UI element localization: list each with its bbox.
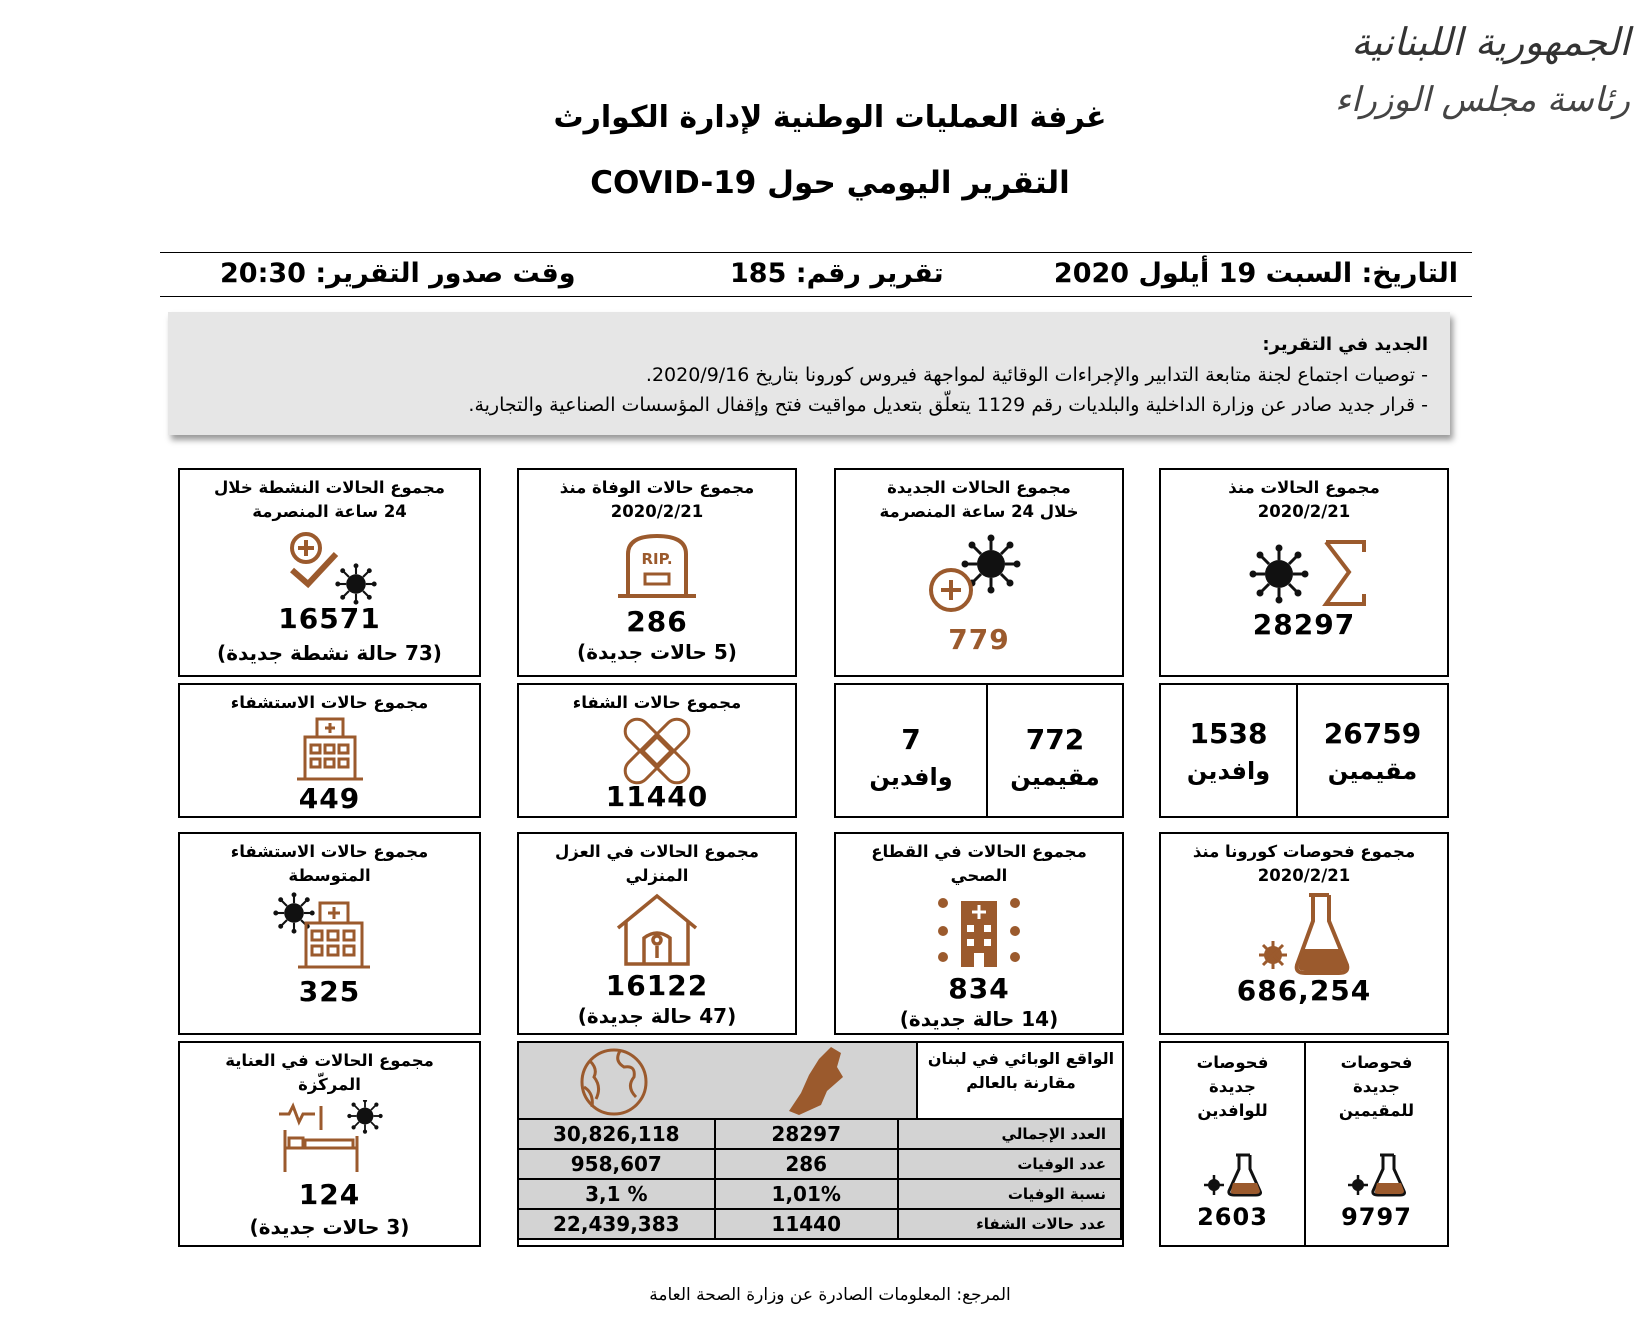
arrivals-value: 7 (901, 723, 921, 756)
arrivals-label: وافدين (1186, 757, 1271, 785)
page-title: غرفة العمليات الوطنية لإدارة الكوارث (553, 100, 1107, 135)
card-label: مجموع الحالات النشطة خلال (213, 478, 446, 497)
divider (1296, 685, 1298, 816)
card-total-split (1159, 683, 1449, 818)
card-subtext: (47 حالة جديدة) (577, 1004, 737, 1028)
card-value: 779 (948, 623, 1010, 656)
virus-sum-icon (1234, 532, 1374, 612)
tombstone-icon (612, 530, 702, 602)
card-label: مجموع الحالات الجديدة (887, 478, 1071, 497)
card-value: 2603 (1197, 1203, 1268, 1231)
report-time: وقت صدور التقرير: 20:30 (220, 258, 576, 289)
world-value: 3,1 % (518, 1179, 715, 1209)
residents-label: مقيمين (1327, 757, 1418, 785)
home-isolation-icon (612, 892, 702, 968)
card-label: مجموع الحالات في القطاع (871, 842, 1087, 861)
report-meta-bar (160, 252, 1472, 297)
card-value: 28297 (1252, 608, 1356, 641)
card-label-cont: المتوسطة (288, 866, 371, 885)
card-label-cont: المنزلي (625, 866, 689, 885)
card-value: 9797 (1341, 1203, 1412, 1231)
card-label-date: 2020/2/21 (1257, 866, 1351, 885)
card-label: مجموع حالات الشفاء (572, 693, 742, 712)
row-label: نسبة الوفيات (898, 1179, 1121, 1209)
globe-icon (564, 1047, 664, 1117)
news-item: - قرار جديد صادر عن وزارة الداخلية والبلديات رقم 1129 يتعلّق بتعديل مواقيت فتح وإقفال المؤسسات الصناعية والتجارية. (468, 394, 1428, 416)
card-label-period: خلال 24 ساعة المنصرمة (879, 502, 1079, 521)
lebanon-value: 28297 (715, 1119, 898, 1149)
world-value: 22,439,383 (518, 1209, 715, 1239)
card-label: مجموع حالات الوفاة منذ (559, 478, 755, 497)
svg-text:RIP.: RIP. (641, 550, 673, 568)
card-hospitalized (178, 683, 481, 818)
emblem-line-republic: الجمهورية اللبنانية (1351, 20, 1630, 64)
comparison-row (518, 1149, 1121, 1179)
card-label: فحوصات جديدة للوافدين (1196, 1053, 1269, 1120)
card-subtext: (3 حالات جديدة) (249, 1215, 410, 1239)
card-tests-arrivals (1159, 1041, 1306, 1247)
row-label: العدد الإجمالي (898, 1119, 1121, 1149)
comparison-title: الواقع الوبائي في لبنان مقارنة بالعالم (927, 1049, 1115, 1092)
card-label: فحوصات جديدة للمقيمين (1338, 1053, 1415, 1120)
news-heading: الجديد في التقرير: (1262, 334, 1428, 355)
card-value: 834 (948, 972, 1010, 1005)
card-label-cont: الصحي (950, 866, 1008, 885)
residents-label: مقيمين (1010, 763, 1100, 791)
comparison-icons-area (519, 1043, 918, 1120)
residents-value: 26759 (1323, 717, 1422, 750)
card-label: مجموع الحالات منذ (1228, 478, 1380, 497)
card-label: مجموع الحالات في العزل (554, 842, 760, 861)
residents-value: 772 (1025, 723, 1085, 756)
card-subtext: (73 حالة نشطة جديدة) (217, 641, 442, 665)
bandage-icon (612, 715, 702, 787)
card-tests-residents (1304, 1041, 1449, 1247)
card-active (178, 468, 481, 677)
card-moderate-hospital (178, 832, 481, 1035)
world-value: 958,607 (518, 1149, 715, 1179)
card-label: مجموع حالات الاستشفاء (230, 842, 429, 861)
card-label: مجموع فحوصات كورونا منذ (1192, 842, 1416, 861)
card-total-cases (1159, 468, 1449, 677)
card-label-period: 24 ساعة المنصرمة (252, 502, 407, 521)
comparison-table (517, 1118, 1122, 1240)
card-new-24h (834, 468, 1124, 677)
government-emblem (1310, 20, 1630, 150)
card-label-date: 2020/2/21 (610, 502, 704, 521)
card-label: مجموع حالات الاستشفاء (230, 693, 429, 712)
card-value: 124 (298, 1178, 361, 1211)
comparison-row (518, 1179, 1121, 1209)
card-label: مجموع الحالات في العناية (225, 1051, 434, 1070)
card-home-isolation (517, 832, 797, 1035)
card-value: 325 (298, 975, 361, 1008)
card-value: 686,254 (1236, 974, 1372, 1007)
card-label-cont: المركّزة (298, 1075, 361, 1094)
flask-icon (1249, 889, 1359, 977)
report-number: تقرير رقم: 185 (730, 258, 944, 289)
row-label: عدد حالات الشفاء (898, 1209, 1121, 1239)
world-value: 30,826,118 (518, 1119, 715, 1149)
hospital-icon (295, 715, 365, 783)
source-note: المرجع: المعلومات الصادرة عن وزارة الصحة العامة (649, 1285, 1011, 1305)
card-health-sector (834, 832, 1124, 1035)
virus-plus-icon (909, 532, 1049, 617)
row-label: عدد الوفيات (898, 1149, 1121, 1179)
card-value: 16571 (278, 602, 381, 635)
card-new-split (834, 683, 1124, 818)
comparison-row (518, 1119, 1121, 1149)
hospital-virus-icon (270, 889, 390, 973)
arrivals-value: 1538 (1189, 717, 1268, 750)
card-subtext: (14 حالة جديدة) (899, 1007, 1059, 1031)
news-item: - توصيات اجتماع لجنة متابعة التدابير والإجراءات الوقائية لمواجهة فيروس كورونا بتاريخ 2020/9/16. (645, 364, 1428, 386)
flask-icon (1342, 1153, 1412, 1197)
lebanon-map-icon (779, 1045, 849, 1117)
arrivals-label: وافدين (869, 763, 953, 791)
comparison-row (518, 1209, 1121, 1239)
news-box (168, 312, 1450, 435)
hospital-virus-icon (929, 891, 1029, 971)
card-value: 449 (298, 782, 361, 815)
page-subtitle: التقرير اليومي حول COVID-19 (590, 165, 1070, 201)
icu-bed-icon (275, 1100, 385, 1176)
emblem-line-presidency: رئاسة مجلس الوزراء (1335, 80, 1630, 120)
lebanon-value: 1,01% (715, 1179, 898, 1209)
lebanon-value: 286 (715, 1149, 898, 1179)
card-value: 286 (626, 605, 688, 638)
lebanon-value: 11440 (715, 1209, 898, 1239)
report-date: التاريخ: السبت 19 أيلول 2020 (1053, 258, 1458, 289)
card-label-date: 2020/2/21 (1257, 502, 1351, 521)
flask-icon (1198, 1153, 1268, 1197)
card-icu (178, 1041, 481, 1247)
card-tests (1159, 832, 1449, 1035)
card-subtext: (5 حالات جديدة) (577, 640, 737, 664)
comparison-title-area (920, 1043, 1122, 1120)
check-virus-icon (270, 528, 390, 608)
card-deaths (517, 468, 797, 677)
card-value: 16122 (605, 969, 709, 1002)
card-recovered (517, 683, 797, 818)
card-value: 11440 (605, 780, 709, 813)
